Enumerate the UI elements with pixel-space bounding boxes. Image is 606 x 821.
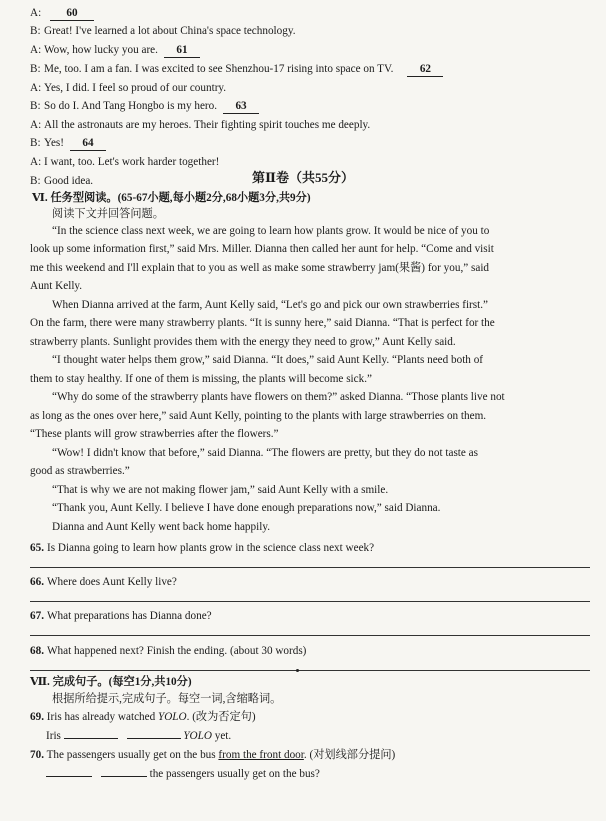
question-number: 66. [30,576,44,588]
passage-line: “I thought water helps them grow,” said Dianna. “It does,” said Aunt Kelly. “Plants need both of [52,354,484,366]
passage-line: them to stay healthy. If one of them is missing, the plants will become sick.” [30,373,372,385]
question-text: What preparations has Dianna done? [46,610,212,622]
speaker-label: B: [30,25,41,37]
question-69-text-post: . (改为否定句) [186,711,256,723]
dialogue-line [30,136,106,151]
answer-70-end: the passengers usually get on the bus? [149,768,320,780]
dialogue-text: I want, too. Let's work harder together! [44,156,220,168]
question-number: 67. [30,610,44,622]
question-70-text-pre: The passengers usually get on the bus [46,749,219,761]
question-69-number: 69. [30,711,44,723]
passage-line: look up some information first,” said Mrs. Miller. Dianna then called her aunt for help. “Come and visit [30,243,494,255]
passage-line: “In the science class next week, we are going to learn how plants grow. It would be nice of you to [52,225,490,237]
question-68 [30,644,306,658]
stray-dot [296,669,299,672]
speaker-label: A: [30,7,42,19]
passage-line: “Wow! I didn't know that before,” said Dianna. “The flowers are pretty, but they do not taste as [52,447,478,459]
answer-69-italic: YOLO [183,730,212,742]
answer-line[interactable] [30,601,590,602]
speaker-label: B: [30,63,41,75]
section6-heading: Ⅵ. 任务型阅读。(65-67小题,每小题2分,68小题3分,共9分) [32,192,311,204]
dialogue-text: Yes! [44,137,65,149]
passage-line: “Why do some of the strawberry plants have flowers on them?” asked Dianna. “Those plants live not [52,391,505,403]
answer-69-blank-2[interactable] [127,738,181,739]
question-text: What happened next? Finish the ending. (about 30 words) [46,645,307,657]
dialogue-text: Great! I've learned a lot about China's space technology. [44,25,296,37]
question-67 [30,609,212,623]
dialogue-line [30,62,443,77]
passage-line: “That is why we are not making flower jam,” said Aunt Kelly with a smile. [52,484,389,496]
question-70 [30,748,395,762]
question-69-text-pre: Iris has already watched [46,711,158,723]
speaker-label: A: [30,82,42,94]
dialogue-text: Yes, I did. I feel so proud of our country. [44,82,227,94]
dialogue-line [30,43,200,58]
dialogue-text: So do I. And Tang Hongbo is my hero. [44,100,218,112]
question-70-text-post: . (对划线部分提问) [303,749,396,761]
speaker-label: B: [30,175,41,187]
question-69-italic: YOLO [157,711,187,723]
answer-blank[interactable]: 63 [223,99,259,114]
answer-70-blank-2[interactable] [101,776,147,777]
answer-blank[interactable]: 60 [50,6,94,21]
answer-70 [46,767,320,781]
speaker-label: B: [30,100,41,112]
answer-69-start: Iris [46,730,61,742]
passage-line: When Dianna arrived at the farm, Aunt Kelly said, “Let's go and pick our own strawberries first.” [52,299,489,311]
question-70-underlined: from the front door [218,749,304,761]
question-text: Is Dianna going to learn how plants grow in the science class next week? [46,542,375,554]
section6-instruction: 阅读下文并回答问题。 [52,208,164,220]
dialogue-line [30,6,94,21]
answer-blank[interactable]: 62 [407,62,443,77]
dialogue-line [30,99,259,114]
question-65 [30,541,374,555]
speaker-label: A: [30,44,42,56]
dialogue-text: Me, too. I am a fan. I was excited to see Shenzhou-17 rising into space on TV. [44,63,394,75]
answer-line[interactable] [30,635,590,636]
answer-blank[interactable]: 64 [70,136,106,151]
passage-line: “These plants will grow strawberries after the flowers.” [30,428,279,440]
volume-title: 第Ⅱ卷（共55分） [252,170,354,185]
question-number: 65. [30,542,44,554]
speaker-label: A: [30,119,42,131]
answer-line[interactable] [30,670,590,671]
dialogue-line [30,118,370,132]
dialogue-text: Good idea. [44,175,94,187]
question-69 [30,710,256,724]
passage-line: On the farm, there were many strawberry plants. “It is sunny here,” said Dianna. “That is perfect for the [30,317,495,329]
passage-line: me this weekend and I'll explain that to you as well as make some strawberry jam(果酱) for you,” said [30,262,490,274]
answer-line[interactable] [30,567,590,568]
answer-blank[interactable]: 61 [164,43,200,58]
question-text: Where does Aunt Kelly live? [46,576,177,588]
question-number: 68. [30,645,44,657]
passage-line: as long as the ones over here,” said Aunt Kelly, pointing to the plants with large strawberries on them. [30,410,487,422]
question-66 [30,575,177,589]
section7-heading: Ⅶ. 完成句子。(每空1分,共10分) [30,676,192,688]
dialogue-text: Wow, how lucky you are. [44,44,158,56]
speaker-label: A: [30,156,42,168]
section7-instruction: 根据所给提示,完成句子。每空一词,含缩略词。 [52,693,282,705]
dialogue-text: All the astronauts are my heroes. Their fighting spirit touches me deeply. [44,119,371,131]
passage-line: “Thank you, Aunt Kelly. I believe I have done enough preparations now,” said Dianna. [52,502,441,514]
question-70-number: 70. [30,749,44,761]
answer-69-blank-1[interactable] [64,738,118,739]
dialogue-line [30,81,226,95]
passage-line: Aunt Kelly. [30,280,83,292]
speaker-label: B: [30,137,41,149]
answer-70-blank-1[interactable] [46,776,92,777]
passage-line: strawberry plants. Sunlight provides them with the energy they need to grow,” Aunt Kelly said. [30,336,456,348]
passage-line: Dianna and Aunt Kelly went back home happily. [52,521,270,533]
answer-69-end: yet. [214,730,232,742]
answer-69 [46,729,231,743]
dialogue-line [30,24,296,38]
passage-line: good as strawberries.” [30,465,130,477]
